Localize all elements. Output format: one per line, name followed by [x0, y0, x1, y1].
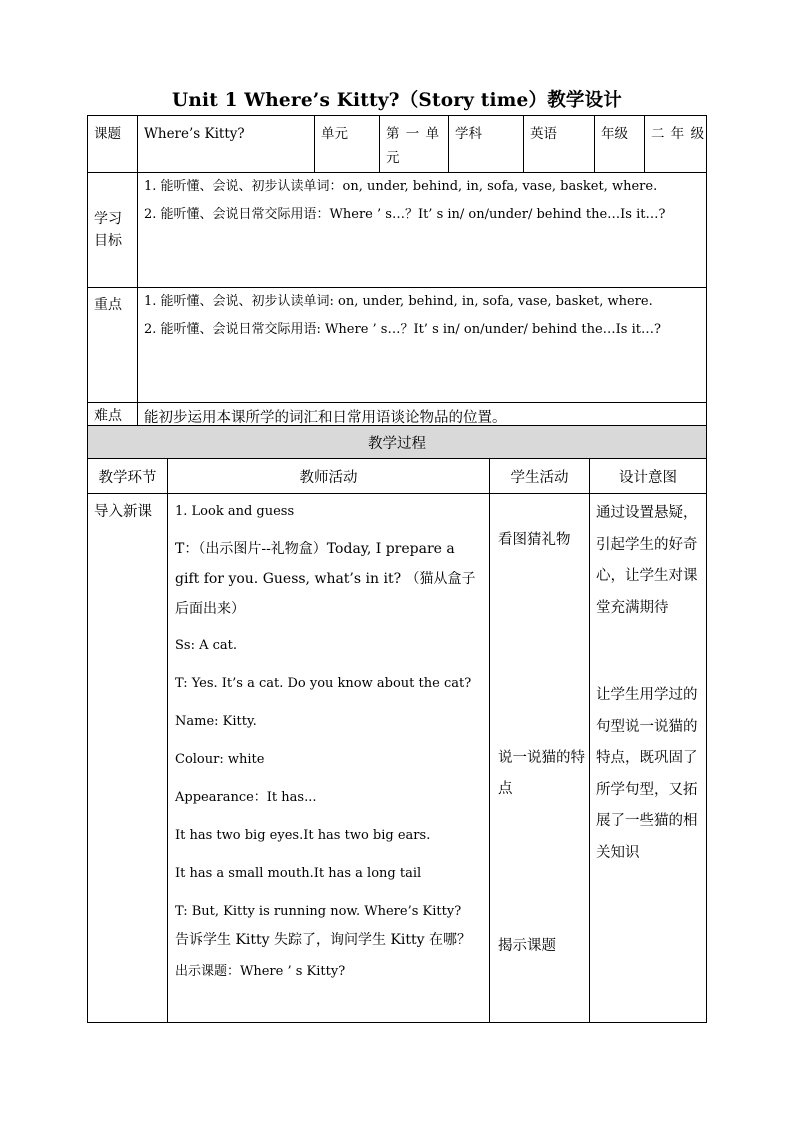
- topic-value: Where’s Kitty?: [138, 116, 315, 173]
- student-activity-item: 揭示课题: [498, 938, 556, 954]
- difficulty-text: 能初步运用本课所学的词汇和日常用语谈论物品的位置。: [138, 403, 707, 430]
- teacher-line: Colour: white: [175, 752, 265, 767]
- page-title: Unit 1 Where’s Kitty?（Story time）教学设计: [171, 90, 622, 111]
- key-point-line: 2. 能听懂、会说日常交际用语: Where ’ s…？It’ s in/ on/under/ behind the…Is it…?: [144, 322, 661, 337]
- teacher-line: T: Yes. It’s a cat. Do you know about the cat?: [175, 676, 472, 691]
- info-row: [88, 116, 707, 173]
- process-heading: 教学过程: [88, 426, 707, 459]
- teacher-line: T: But, Kitty is running now. Where’s Kitty?: [175, 904, 462, 919]
- objective-line: 1. 能听懂、会说、初步认读单词：on, under, behind, in, sofa, vase, basket, where.: [144, 179, 658, 194]
- objective-line: 2. 能听懂、会说日常交际用语：Where ’ s…？It’ s in/ on/under/ behind the…Is it…?: [144, 207, 666, 222]
- key-points-content: [138, 288, 707, 403]
- teacher-line: T：（出示图片--礼物盒）Today, I prepare a gift for you. Guess, what’s in it? （猫从盒子后面出来）: [175, 541, 476, 617]
- column-header: 教师活动: [168, 459, 490, 494]
- design-intent: [590, 494, 707, 1023]
- difficulty-label: 难点: [94, 408, 122, 424]
- subject-value: 英语: [524, 116, 595, 173]
- teacher-line: Ss: A cat.: [175, 638, 237, 653]
- subject-label: 学科: [449, 116, 524, 173]
- unit-value: 第 一 单 元: [380, 116, 449, 173]
- design-intent-item: 通过设置悬疑，引起学生的好奇心，让学生对课堂充满期待: [596, 505, 698, 616]
- teacher-line: Name: Kitty.: [175, 714, 257, 729]
- key-point-line: 1. 能听懂、会说、初步认读单词: on, under, behind, in, sofa, vase, basket, where.: [144, 294, 653, 309]
- teacher-activity: [168, 494, 490, 1023]
- topic-label: 课题: [88, 116, 138, 173]
- stage-name: 导入新课: [88, 494, 168, 1023]
- column-header: 设计意图: [590, 459, 707, 494]
- lesson-info-table: [87, 115, 707, 430]
- objectives-content: [138, 173, 707, 288]
- student-activity-item: 说一说猫的特点: [498, 750, 585, 797]
- teaching-process-table: [87, 425, 707, 1023]
- teacher-line: Appearance：It has...: [175, 790, 317, 805]
- grade-label: 年级: [595, 116, 645, 173]
- grade-value: 二 年 级: [645, 116, 707, 173]
- column-header: 学生活动: [490, 459, 590, 494]
- process-row: [88, 494, 707, 1023]
- student-activity-item: 看图猜礼物: [498, 532, 571, 548]
- objectives-row: [88, 173, 707, 288]
- teacher-line: It has two big eyes.It has two big ears.: [175, 828, 431, 843]
- teacher-line: 告诉学生 Kitty 失踪了，询问学生 Kitty 在哪？: [175, 932, 471, 948]
- teacher-line: 1. Look and guess: [175, 504, 295, 519]
- design-intent-item: 让学生用学过的句型说一说猫的特点，既巩固了所学句型，又拓展了一些猫的相关知识: [596, 687, 698, 861]
- student-activity: [490, 494, 590, 1023]
- key-points-row: [88, 288, 707, 403]
- teacher-line: 出示课题：Where ’ s Kitty?: [175, 964, 346, 979]
- unit-label: 单元: [315, 116, 380, 173]
- process-heading-row: [88, 426, 707, 459]
- column-header: 教学环节: [88, 459, 168, 494]
- key-points-label: 重点: [94, 297, 122, 313]
- objectives-label: 学习目标: [94, 211, 122, 249]
- process-column-headers: [88, 459, 707, 494]
- teacher-line: It has a small mouth.It has a long tail: [175, 866, 422, 881]
